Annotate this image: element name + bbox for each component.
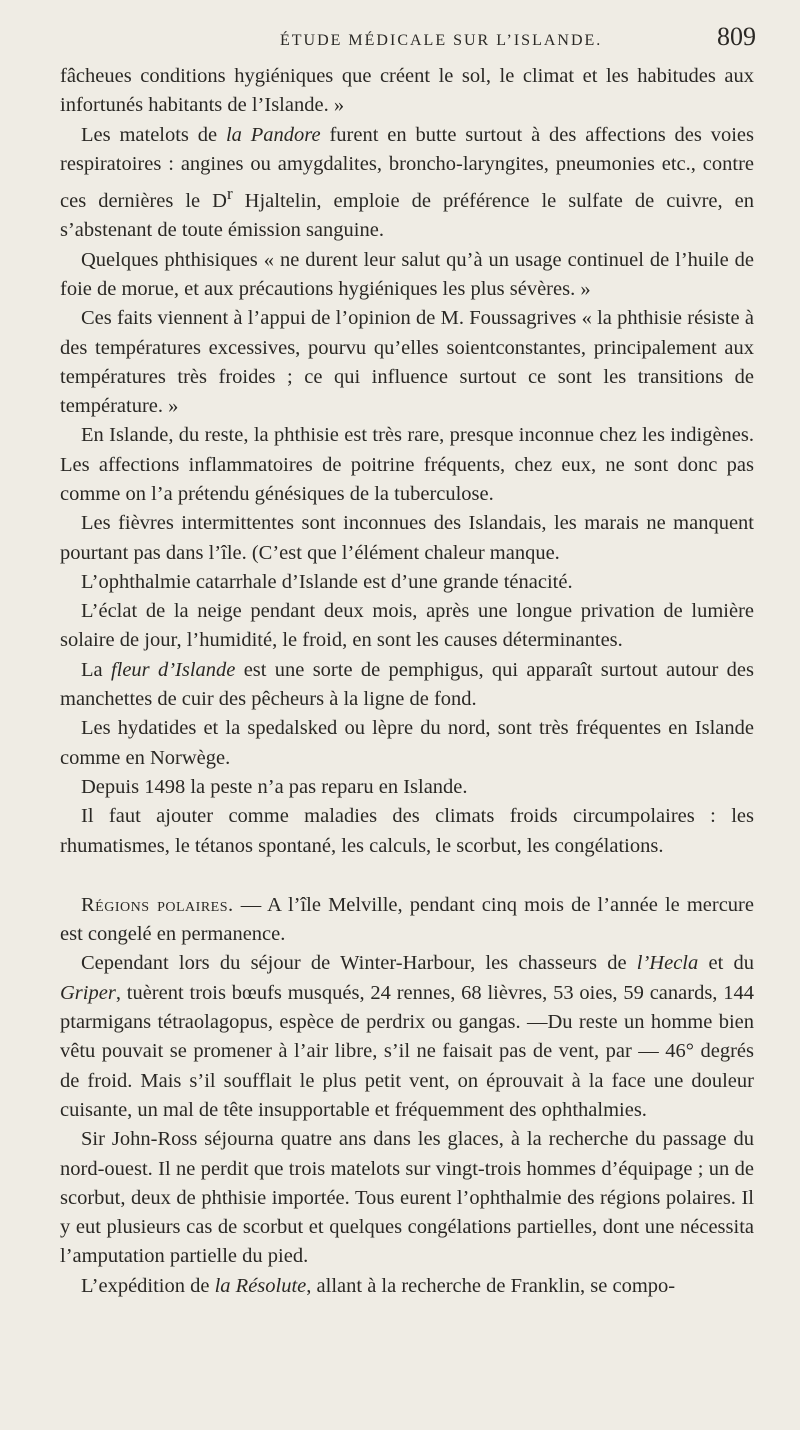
paragraph-11: Depuis 1498 la peste n’a pas reparu en Islande. [81,775,468,798]
body-text [60,62,754,1301]
paragraph-15: Sir John-Ross séjourna quatre ans dans les glaces, à la recherche du passage du nord-ouest. Il ne perdit que trois matelots sur vingt-trois hommes d’équipage ; un de scorbut, deux de phthisie importée. Tous eurent l’ophthalmie des régions polaires. Il y eut plusieurs cas de scorbut et quelques congélations partielles, dont une nécessita l’amputation partielle du pied. [60,1128,754,1268]
paragraph-7: L’ophthalmie catarrhale d’Islande est d’une grande ténacité. [81,570,573,593]
paragraph-10: Les hydatides et la spedalsked ou lèpre du nord, sont très fréquentes en Islande comme en Norwège. [60,717,754,769]
ship-name-griper: Griper [60,981,116,1004]
paragraph-13 [60,891,754,950]
paragraph-16 [60,1272,754,1301]
paragraph-14 [60,949,754,1125]
text-run: La [81,658,111,681]
text-run: Hjaltelin, emploie de préférence le sulfate de cuivre, en s’abstenant de toute émission sanguine. [60,190,754,242]
text-run: — A l’île Melville, pendant cinq mois de l’année le mercure est congelé en permanence. [60,893,754,946]
paragraph-8: L’éclat de la neige pendant deux mois, après une longue privation de lumière solaire de jour, l’humidité, le froid, en sont les causes déterminantes. [60,600,754,652]
paragraph-4: Ces faits viennent à l’appui de l’opinion de M. Foussagrives « la phthisie résiste à des températures excessives, pourvu qu’elles soientconstantes, principalement aux températures très froides ; ce qui influence surtout ce sont les transitions de température. » [60,307,754,418]
paragraph-9 [60,656,754,715]
paragraph-3: Quelques phthisiques « ne durent leur salut qu’à un usage continuel de l’huile de foie de morue, et aux précautions hygiéniques les plus sévères. » [60,248,754,300]
text-run: L’expédition de [81,1274,215,1297]
text-run: Cependant lors du séjour de Winter-Harbour, les chasseurs de [81,952,637,975]
paragraph-1: fâcheues conditions hygiéniques que créent le sol, le climat et les habitudes aux infortunés habitants de l’Islande. » [60,65,754,117]
text-run: , allant à la recherche de Franklin, se compo- [306,1274,676,1297]
page-number: 809 [717,22,756,51]
paragraph-6: Les fièvres intermittentes sont inconnues des Islandais, les marais ne manquent pourtant pas dans l’île. (C’est que l’élément chaleur manque. [60,512,754,564]
text-run: et du [698,952,755,975]
text-run: , tuèrent trois bœufs musqués, 24 rennes, 68 lièvres, 53 oies, 59 canards, 144 ptarmigans tétraolagopus, espèce de perdrix ou gangas. —Du reste un homme bien vêtu pouvait se promener à l’air libre, s’il ne faisait pas de vent, par — 46° degrés de froid. Mais s’il soufflait le plus petit vent, on éprouvait à la face une douleur cuisante, un mal de tête insupportable et fréquemment des ophthalmies. [60,981,754,1121]
ship-name-hecla: l’Hecla [636,952,699,975]
paragraph-12: Il faut ajouter comme maladies des climats froids circumpolaires : les rhumatismes, le tétanos spontané, les calculs, le scorbut, les congélations. [60,805,754,857]
paragraph-2 [60,121,754,246]
paragraph-5: En Islande, du reste, la phthisie est très rare, presque inconnue chez les indigènes. Les affections inflammatoires de poitrine fréquents, chez eux, ne sont donc pas comme on l’a prétendu génésiques de la tuberculose. [60,424,754,505]
text-run: Les matelots de [81,123,226,146]
ship-name-pandore: la Pandore [225,123,321,146]
running-head: ÉTUDE MÉDICALE SUR L’ISLANDE. [280,32,603,49]
page-header [0,22,800,62]
superscript: r [226,184,233,204]
ship-name-resolute: la Résolute [214,1274,307,1297]
term-fleur-islande: fleur d’Islande [110,658,236,681]
text-run: furent en butte surtout à des affections des voies respiratoires : angines ou amygdalites, broncho-laryngites, pneumonies etc., contre ces dernières le D [60,123,754,213]
text-run: est une sorte de pemphigus, qui apparaît surtout autour des manchettes de cuir des pêcheurs à la ligne de fond. [60,658,754,711]
section-heading-regions-polaires: Régions polaires. [81,893,234,916]
